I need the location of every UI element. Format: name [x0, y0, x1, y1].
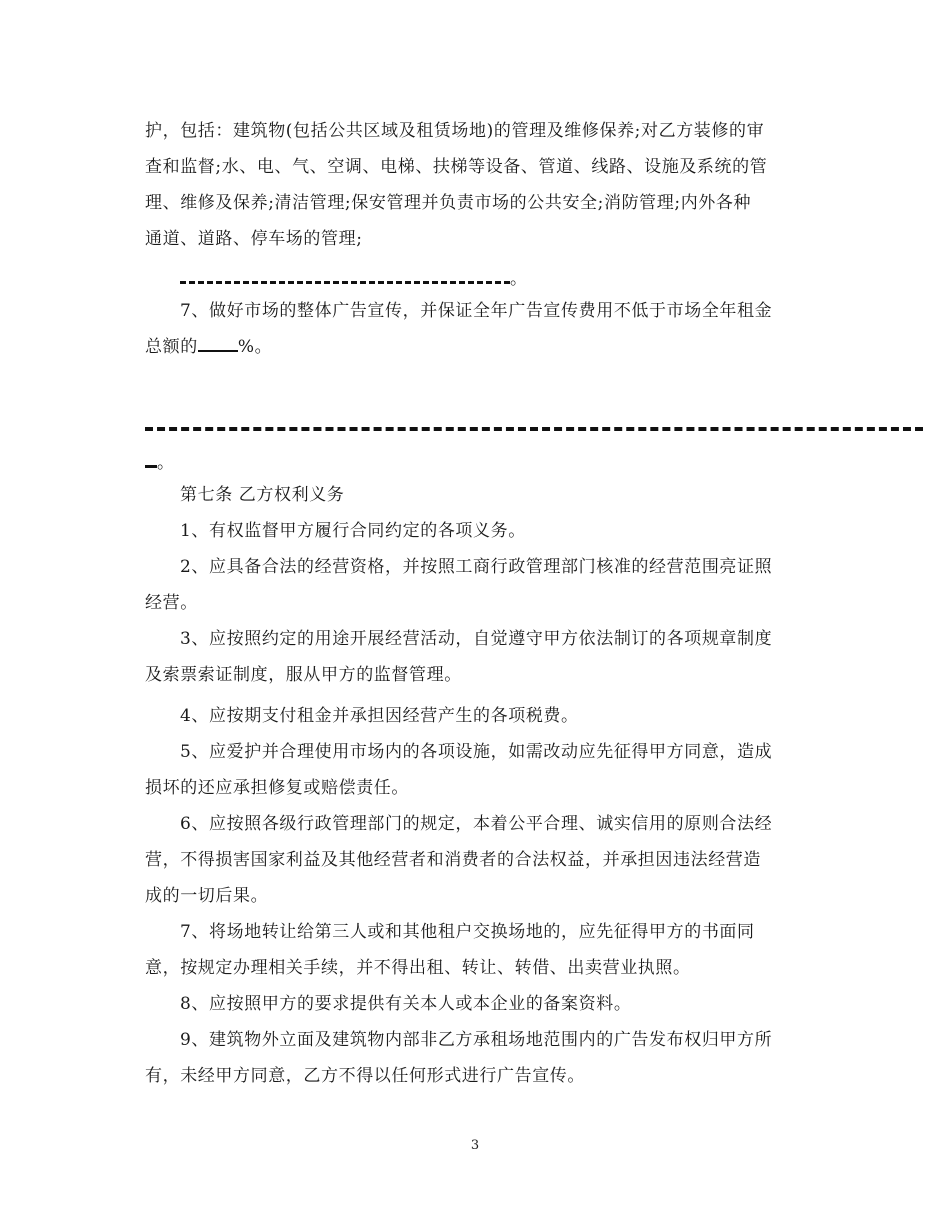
- item-line: 8、应按照甲方的要求提供有关本人或本企业的备案资料。: [180, 994, 632, 1014]
- blank-line-end: 。: [510, 269, 528, 289]
- item-line: 损坏的还应承担修复或赔偿责任。: [145, 778, 409, 798]
- item-line: 4、应按期支付租金并承担因经营产生的各项税费。: [180, 706, 579, 726]
- paragraph-line: 护，包括：建筑物(包括公共区域及租赁场地)的管理及维修保养;对乙方装修的审: [145, 121, 765, 141]
- item-line: 有，未经甲方同意，乙方不得以任何形式进行广告宣传。: [145, 1066, 585, 1086]
- item-line: 7、做好市场的整体广告宣传，并保证全年广告宣传费用不低于市场全年租金: [180, 301, 773, 321]
- item-line: 经营。: [145, 593, 198, 613]
- item-line: 5、应爱护并合理使用市场内的各项设施，如需改动应先征得甲方同意，造成: [180, 742, 773, 762]
- item-line: 及索票索证制度，服从甲方的监督管理。: [145, 665, 462, 685]
- blank-underline: [145, 453, 157, 468]
- item-line: 2、应具备合法的经营资格，并按照工商行政管理部门核准的经营范围亮证照: [180, 557, 773, 577]
- item7-prefix: 总额的: [145, 337, 198, 357]
- paragraph-line: 查和监督;水、电、气、空调、电梯、扶梯等设备、管道、线路、设施及系统的管: [145, 157, 768, 177]
- item-line: 意，按规定办理相关手续，并不得出租、转让、转借、出卖营业执照。: [145, 958, 691, 978]
- percent-blank: [198, 336, 238, 352]
- item-line: 6、应按照各级行政管理部门的规定，本着公平合理、诚实信用的原则合法经: [180, 814, 773, 834]
- item-line: 1、有权监督甲方履行合同约定的各项义务。: [180, 521, 526, 541]
- item-line: 3、应按照约定的用途开展经营活动，自觉遵守甲方依法制订的各项规章制度: [180, 629, 773, 649]
- page-number: 3: [470, 1138, 480, 1153]
- blank-underline: [180, 269, 510, 284]
- long-blank-end: 。: [157, 453, 175, 473]
- section-title: 第七条 乙方权利义务: [180, 485, 345, 505]
- blank-fill-line: [180, 268, 528, 290]
- item-line: 营，不得损害国家利益及其他经营者和消费者的合法权益，并承担因违法经营造: [145, 850, 761, 870]
- paragraph-line: 通道、道路、停车场的管理;: [145, 229, 363, 249]
- item-line: 成的一切后果。: [145, 886, 269, 906]
- item7-suffix: %。: [237, 337, 273, 357]
- item-line: [145, 336, 272, 358]
- item-line: 9、建筑物外立面及建筑物内部非乙方承租场地范围内的广告发布权归甲方所: [180, 1030, 773, 1050]
- long-blank-underline: [145, 427, 923, 431]
- paragraph-line: 理、维修及保养;清洁管理;保安管理并负责市场的公共安全;消防管理;内外各种: [145, 193, 752, 213]
- long-blank-line: [145, 452, 175, 474]
- item-line: 7、将场地转让给第三人或和其他租户交换场地的，应先征得甲方的书面同: [180, 922, 755, 942]
